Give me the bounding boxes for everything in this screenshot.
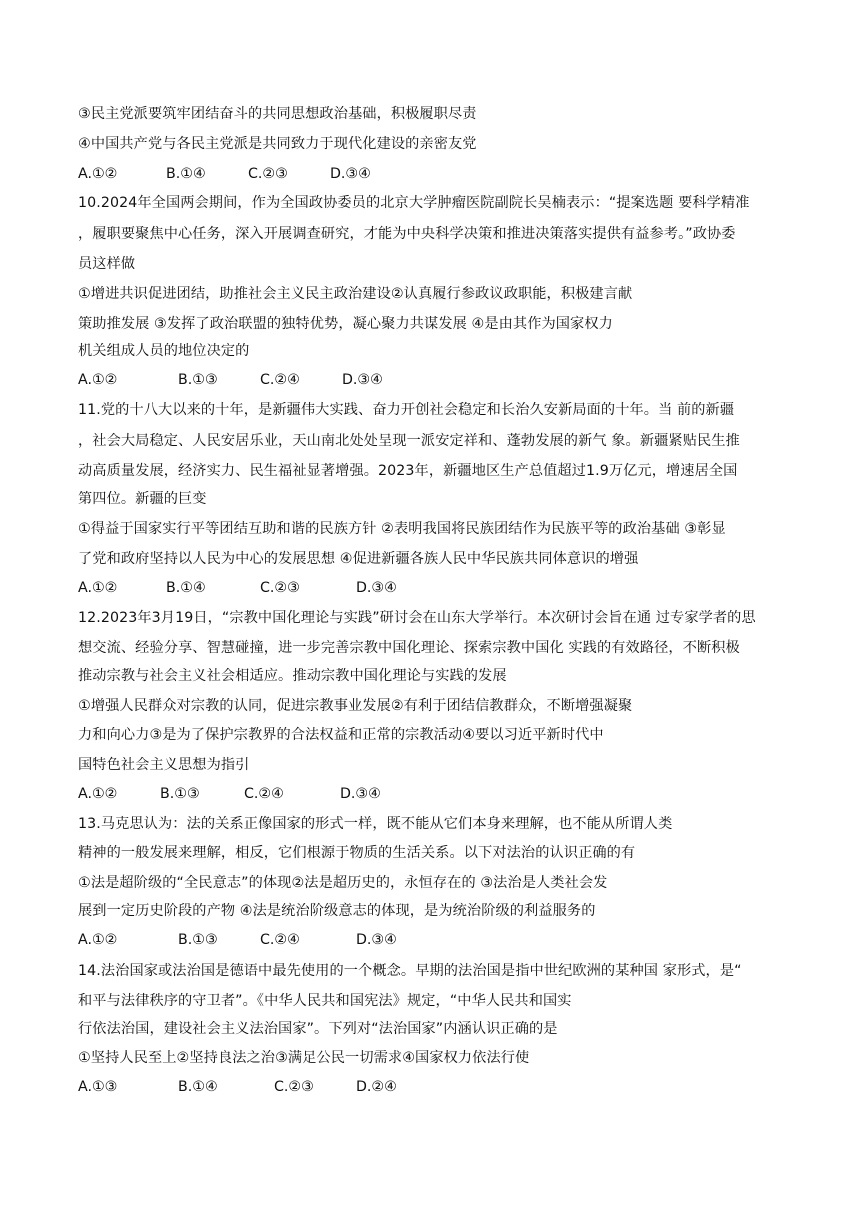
q9-statement-4: ④中国共产党与各民主党派是共同致力于现代化建设的亲密友党: [78, 136, 477, 152]
q10-line: 员这样做: [78, 256, 136, 272]
q11-line: 第四位。新疆的巨变: [78, 491, 207, 507]
q9-option-a[interactable]: A.①②: [78, 166, 118, 182]
q14-option-a[interactable]: A.①③: [78, 1079, 118, 1095]
q12-line: ①增强人民群众对宗教的认同，促进宗教事业发展②有利于团结信教群众，不断增强凝聚: [78, 698, 633, 714]
q9-option-b[interactable]: B.①④: [166, 166, 206, 182]
q11-option-c[interactable]: C.②③: [260, 580, 300, 596]
q10-option-d[interactable]: D.③④: [342, 372, 383, 388]
q11-line: ，社会大局稳定、人民安居乐业，天山南北处处呈现一派安定祥和、蓬勃发展的新气 象。新疆紧贴民生推: [78, 433, 740, 449]
q10-line: 机关组成人员的地位决定的: [78, 343, 250, 359]
q13-option-a[interactable]: A.①②: [78, 932, 118, 948]
q11-option-a[interactable]: A.①②: [78, 580, 118, 596]
q11-line: 了党和政府坚持以人民为中心的发展思想 ④促进新疆各族人民中华民族共同体意识的增强: [78, 551, 639, 567]
q11-line: 11.党的十八大以来的十年，是新疆伟大实践、奋力开创社会稳定和长治久安新局面的十年。当 前的新疆: [78, 402, 735, 418]
q11-option-b[interactable]: B.①④: [166, 580, 206, 596]
q13-option-c[interactable]: C.②④: [260, 932, 300, 948]
q10-line: 10.2024年全国两会期间，作为全国政协委员的北京大学肿瘤医院副院长吴楠表示：“提案选题 要科学精准: [78, 195, 750, 211]
q9-option-d[interactable]: D.③④: [330, 166, 371, 182]
q13-option-b[interactable]: B.①③: [178, 932, 218, 948]
q12-option-a[interactable]: A.①②: [78, 786, 118, 802]
q10-option-c[interactable]: C.②④: [260, 372, 300, 388]
q14-line: 和平与法律秩序的守卫者”。《中华人民共和国宪法》规定，“中华人民共和国实: [78, 993, 572, 1009]
q11-option-d[interactable]: D.③④: [356, 580, 397, 596]
q14-line: ①坚持人民至上②坚持良法之治③满足公民一切需求④国家权力依法行使: [78, 1050, 530, 1066]
q9-option-c[interactable]: C.②③: [248, 166, 288, 182]
q12-line: 力和向心力③是为了保护宗教界的合法权益和正常的宗教活动④要以习近平新时代中: [78, 727, 604, 743]
q12-option-d[interactable]: D.③④: [340, 786, 381, 802]
q11-line: ①得益于国家实行平等团结互助和谐的民族方针 ②表明我国将民族团结作为民族平等的政治基础 ③彰显: [78, 521, 726, 537]
q13-line: 展到一定历史阶段的产物 ④法是统治阶级意志的体现，是为统治阶级的利益服务的: [78, 903, 596, 919]
q14-option-c[interactable]: C.②③: [274, 1079, 314, 1095]
q14-line: 14.法治国家或法治国是德语中最先使用的一个概念。早期的法治国是指中世纪欧洲的某种国 家形式，是“: [78, 963, 742, 979]
q12-option-c[interactable]: C.②④: [244, 786, 284, 802]
q14-option-d[interactable]: D.②④: [356, 1079, 397, 1095]
q12-line: 推动宗教与社会主义社会相适应。推动宗教中国化理论与实践的发展: [78, 668, 507, 684]
q10-option-b[interactable]: B.①③: [178, 372, 218, 388]
q10-option-a[interactable]: A.①②: [78, 372, 118, 388]
q14-line: 行依法治国，建设社会主义法治国家”。下列对“法治国家”内涵认识正确的是: [78, 1021, 558, 1037]
q10-line: ，履职要聚焦中心任务，深入开展调查研究，才能为中央科学决策和推进决策落实提供有益参考。”政协委: [78, 226, 736, 242]
q13-line: ①法是超阶级的“全民意志”的体现②法是超历史的，永恒存在的 ③法治是人类社会发: [78, 875, 608, 891]
q12-option-b[interactable]: B.①③: [160, 786, 200, 802]
q12-line: 想交流、经验分享、智慧碰撞，进一步完善宗教中国化理论、探索宗教中国化 实践的有效路径，不断积极: [78, 640, 740, 656]
q12-line: 12.2023年3月19日，“宗教中国化理论与实践”研讨会在山东大学举行。本次研讨会旨在通 过专家学者的思: [78, 610, 756, 626]
q11-line: 动高质量发展，经济实力、民生福祉显著增强。2023年，新疆地区生产总值超过1.9万亿元，增速居全国: [78, 463, 738, 479]
q13-line: 精神的一般发展来理解，相反，它们根源于物质的生活关系。以下对法治的认识正确的有: [78, 845, 636, 861]
q9-statement-3: ③民主党派要筑牢团结奋斗的共同思想政治基础，积极履职尽责: [78, 106, 477, 122]
q14-option-b[interactable]: B.①④: [178, 1079, 218, 1095]
q10-line: 策助推发展 ③发挥了政治联盟的独特优势，凝心聚力共谋发展 ④是由其作为国家权力: [78, 316, 613, 332]
q10-line: ①增进共识促进团结，助推社会主义民主政治建设②认真履行参政议政职能，积极建言献: [78, 286, 633, 302]
q13-option-d[interactable]: D.③④: [356, 932, 397, 948]
q13-line: 13.马克思认为：法的关系正像国家的形式一样，既不能从它们本身来理解，也不能从所谓人类: [78, 816, 673, 832]
q12-line: 国特色社会主义思想为指引: [78, 757, 250, 773]
